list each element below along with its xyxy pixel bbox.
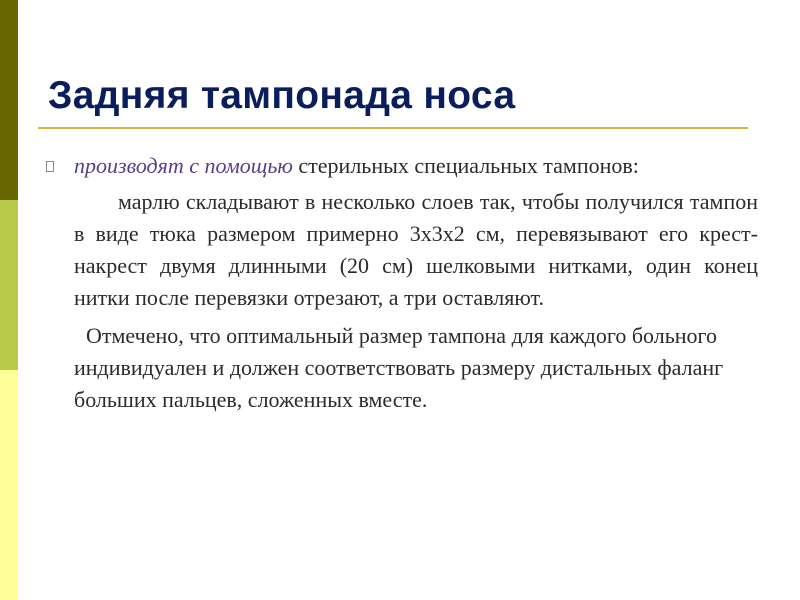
sidebar-segment-dark bbox=[0, 0, 18, 200]
decorative-sidebar bbox=[0, 0, 18, 600]
paragraph-note: Отмечено, что оптимальный размер тампона для каждого больного индивидуален и должен соответствовать размеру дистальных фаланг больших пальцев, сложенных вместе. bbox=[74, 323, 724, 412]
bullet-text: стерильных специальных тампонов: bbox=[292, 153, 639, 178]
sidebar-segment-mid bbox=[0, 200, 18, 370]
hollow-square-bullet-icon bbox=[46, 161, 54, 172]
bullet-lead-italic: производят с помощью bbox=[74, 153, 293, 178]
slide-title: Задняя тампонада носа bbox=[48, 74, 516, 117]
slide-body bbox=[42, 150, 762, 416]
title-underline bbox=[38, 127, 748, 129]
sidebar-segment-light bbox=[0, 370, 18, 600]
bullet-item bbox=[42, 150, 762, 182]
paragraph-procedure: марлю складывают в несколько слоев так, чтобы получился тампон в виде тюка размером примерно 3х3х2 см, перевязывают его крест-накрест двумя длинными (20 см) шелковыми нитками, один конец нитки после перевязки отрезают, а три оставляют. bbox=[74, 189, 758, 310]
